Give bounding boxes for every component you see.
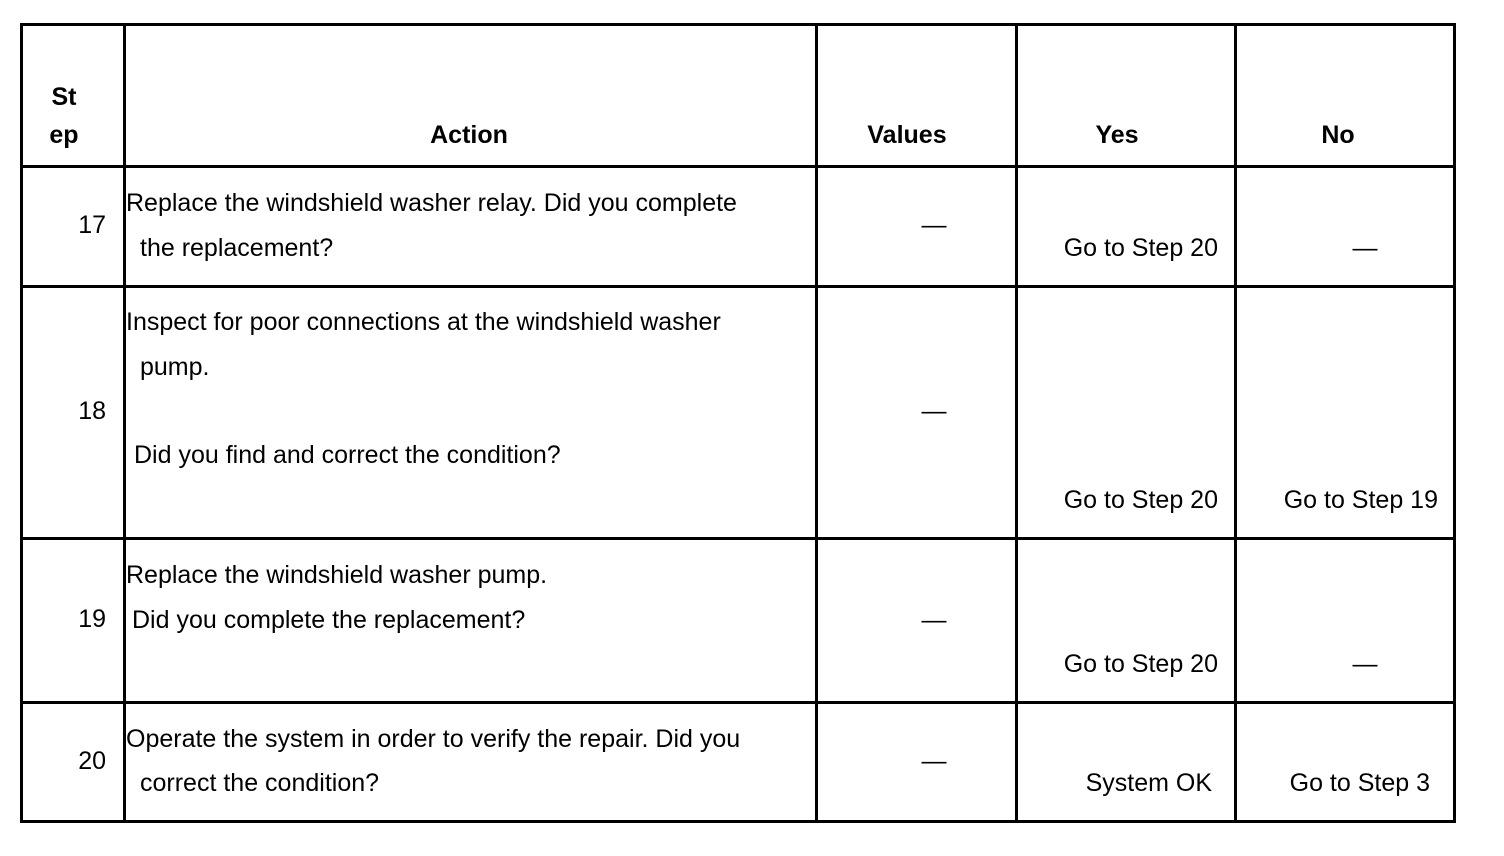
action-text: Did you find and correct the condition? <box>134 441 561 469</box>
header-step-line1: St <box>51 83 77 111</box>
action-text: Replace the windshield washer pump. <box>126 561 548 589</box>
step-number: 19 <box>78 605 106 633</box>
no-text: — <box>1352 234 1378 262</box>
header-no: No <box>1321 121 1355 149</box>
no-text: Go to Step 19 <box>1283 486 1438 514</box>
values-text: — <box>921 606 947 634</box>
yes-text: Go to Step 20 <box>1063 650 1218 678</box>
action-text: the replacement? <box>140 234 334 262</box>
yes-text: Go to Step 20 <box>1063 234 1218 262</box>
action-text: pump. <box>140 353 210 381</box>
values-text: — <box>921 747 947 775</box>
header-values: Values <box>867 121 947 149</box>
row-divider <box>23 537 1453 540</box>
action-text: Inspect for poor connections at the windshield washer <box>126 308 721 336</box>
action-text: Replace the windshield washer relay. Did you complete <box>126 189 737 217</box>
no-text: — <box>1352 650 1378 678</box>
action-text: Did you complete the replacement? <box>132 606 526 634</box>
step-number: 20 <box>78 747 106 775</box>
values-text: — <box>921 397 947 425</box>
header-action: Action <box>430 121 508 149</box>
header-step-line2: ep <box>49 121 79 149</box>
yes-text: Go to Step 20 <box>1063 486 1218 514</box>
row-divider <box>23 701 1453 704</box>
action-text: correct the condition? <box>140 769 380 797</box>
row-divider <box>23 285 1453 288</box>
action-text: Operate the system in order to verify the repair. Did you <box>126 725 741 753</box>
step-number: 18 <box>78 397 106 425</box>
values-text: — <box>921 211 947 239</box>
step-number: 17 <box>78 211 106 239</box>
header-yes: Yes <box>1095 121 1139 149</box>
no-text: Go to Step 3 <box>1289 769 1430 797</box>
row-divider <box>23 165 1453 168</box>
yes-text: System OK <box>1085 769 1212 797</box>
